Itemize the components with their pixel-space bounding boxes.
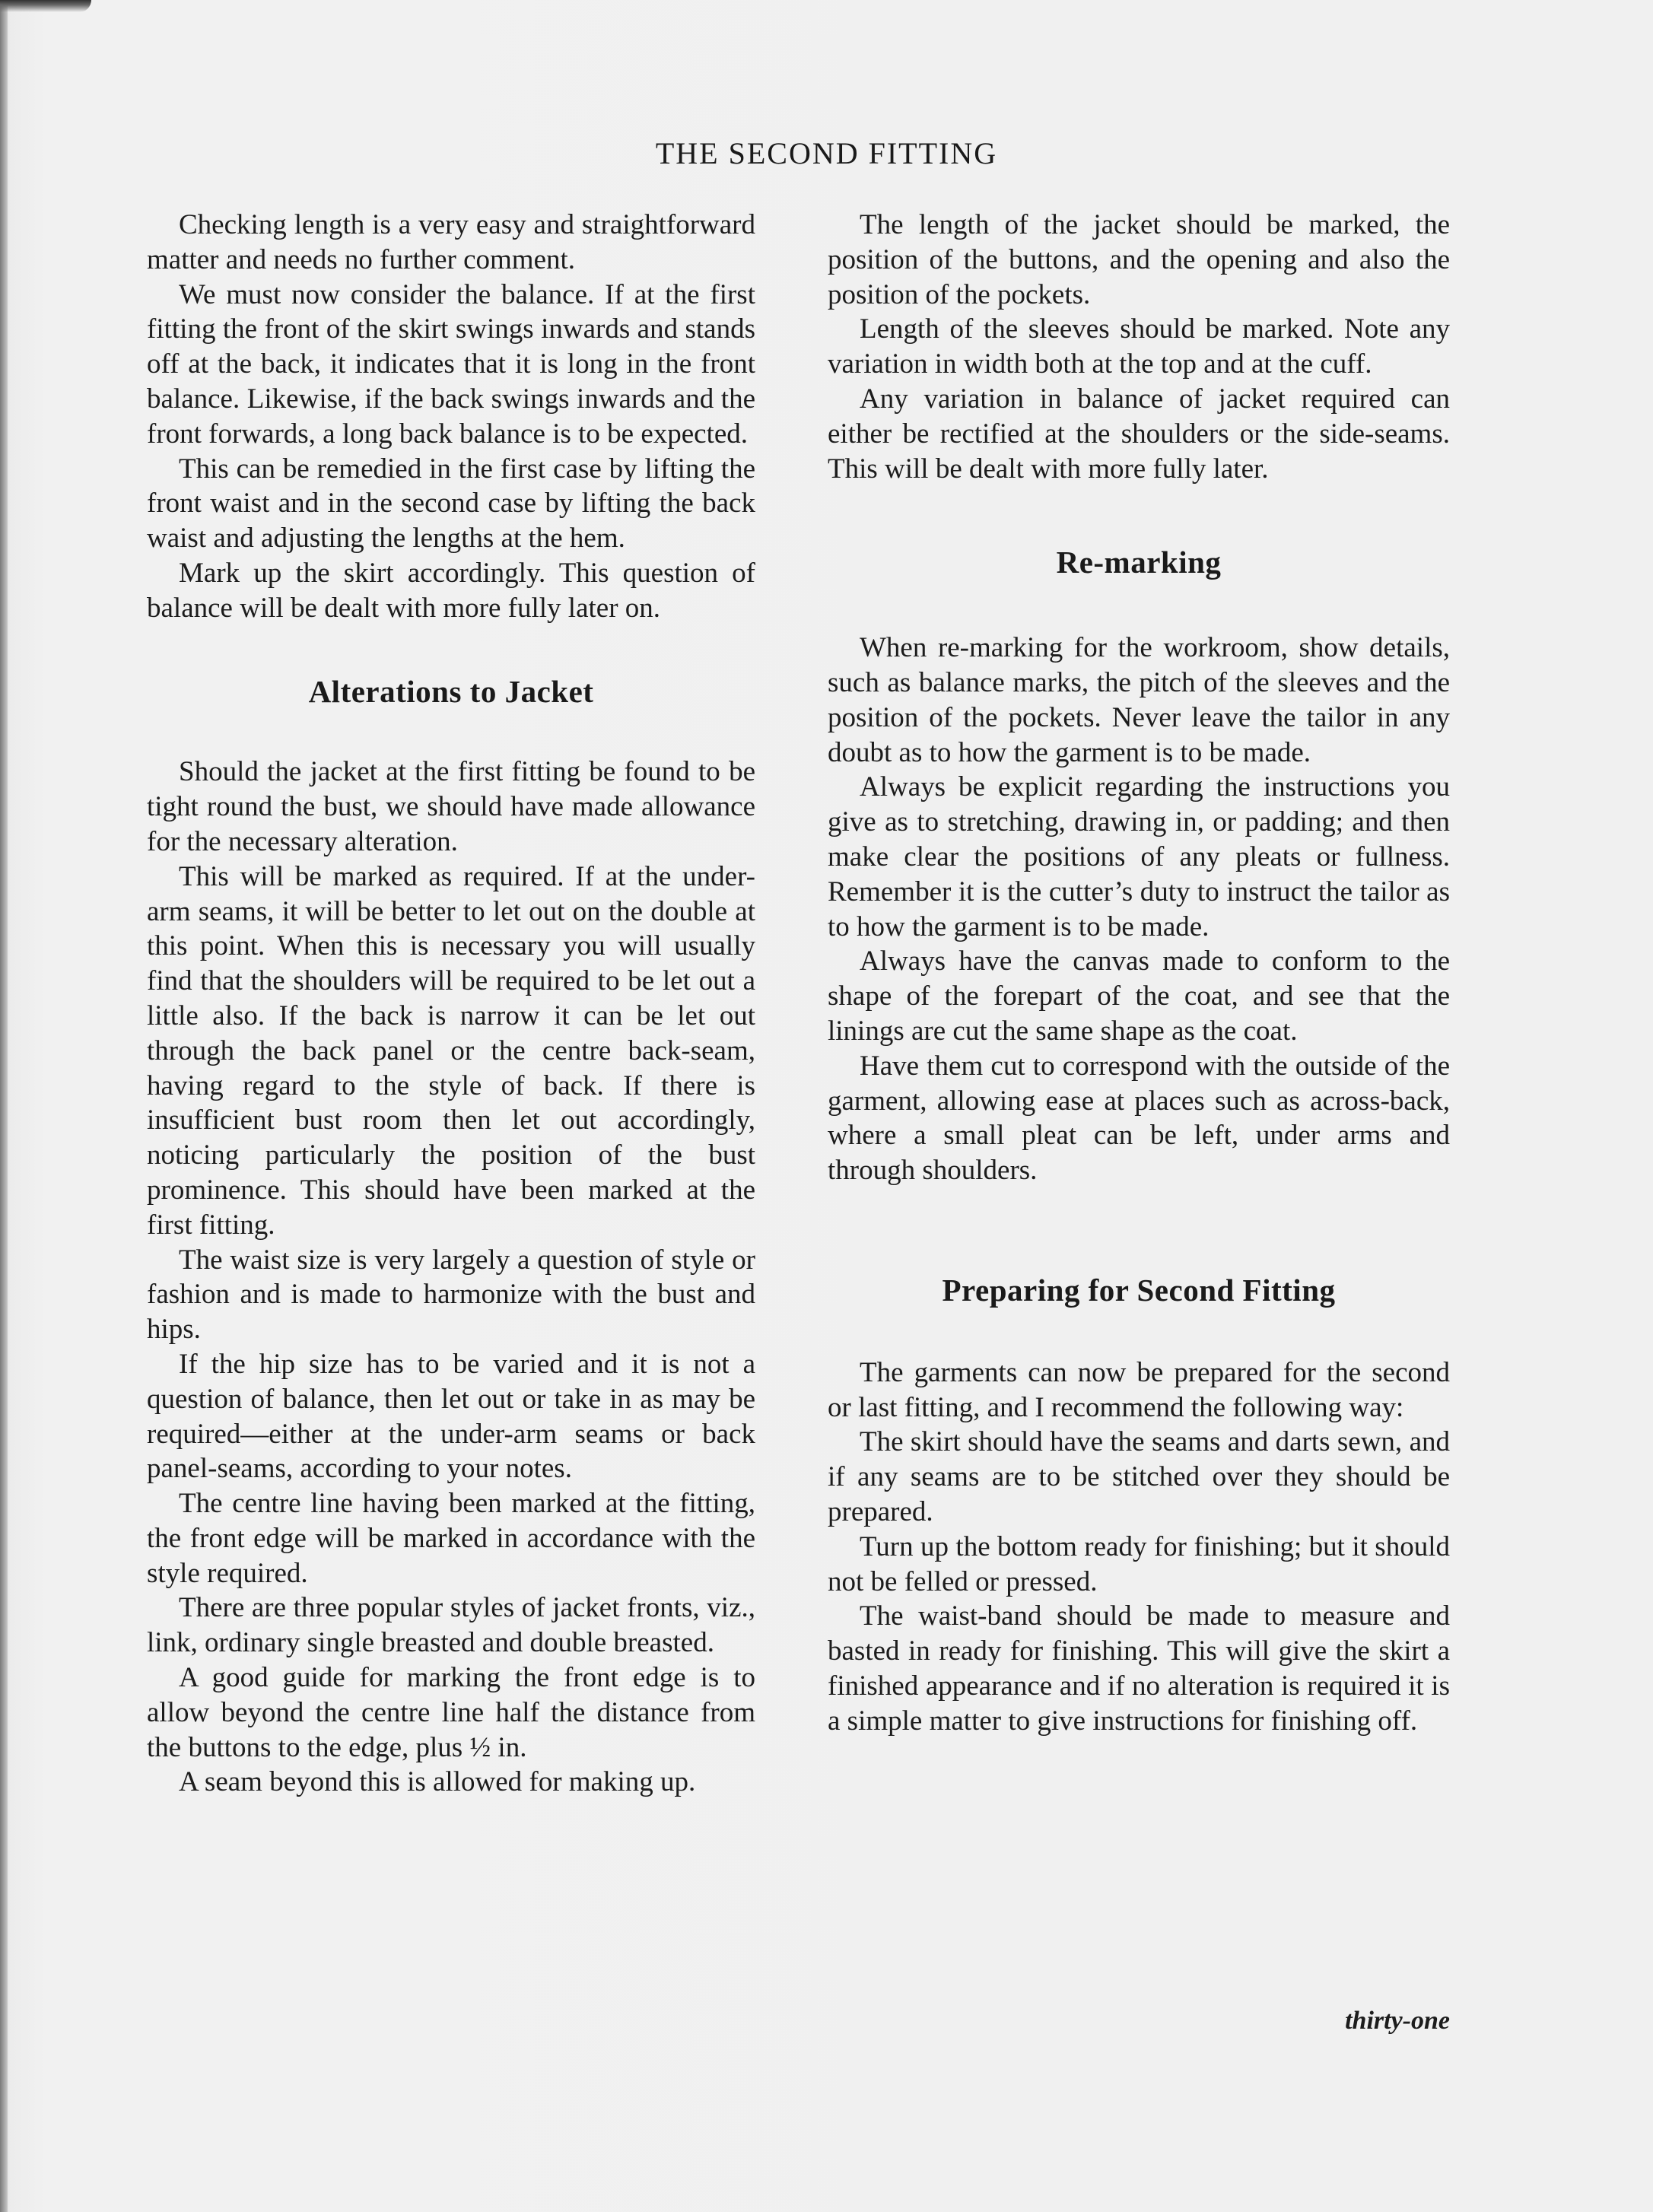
section-heading-preparing: Preparing for Second Fitting	[942, 1272, 1336, 1308]
paragraph: The skirt should have the seams and darts sewn, and if any seams are to be stitched over they should be prepared.	[828, 1426, 1450, 1527]
paragraph: This will be marked as required. If at the under-arm seams, it will be better to let out on the double at this point. When this is necessary you will usually find that the shoulders will be required to be let out a little also. If the back is narrow it can be let out through the back panel or the centre back-seam, having regard to the style of back. If there is insufficient bust room then let out accordingly, noticing particularly the position of the bust prominence. This should have been marked at the first fitting.	[147, 860, 755, 1241]
paragraph: The waist size is very largely a question of style or fashion and is made to harmonize with the bust and hips.	[147, 1244, 755, 1346]
paragraph: Length of the sleeves should be marked. Note any variation in width both at the top and at the cuff.	[828, 313, 1450, 380]
paragraph: Mark up the skirt accordingly. This question of balance will be dealt with more fully later on.	[147, 557, 755, 624]
paragraph: The waist-band should be made to measure and basted in ready for finishing. This will give the skirt a finished appearance and if no alteration is required it is a simple matter to give instructions for finishing off.	[828, 1600, 1450, 1737]
left-column	[147, 208, 755, 1800]
paragraph: Always have the canvas made to conform to the shape of the forepart of the coat, and see that the linings are cut the same shape as the coat.	[828, 946, 1450, 1047]
paragraph: A seam beyond this is allowed for making up.	[179, 1766, 696, 1798]
paragraph: Turn up the bottom ready for finishing; but it should not be felled or pressed.	[828, 1530, 1450, 1597]
paragraph: The centre line having been marked at the fitting, the front edge will be marked in accordance with the style required.	[147, 1488, 755, 1589]
paragraph: There are three popular styles of jacket fronts, viz., link, ordinary single breasted and double breasted.	[147, 1592, 755, 1659]
running-head: THE SECOND FITTING	[655, 136, 998, 170]
paragraph: When re-marking for the workroom, show details, such as balance marks, the pitch of the sleeves and the position of the pockets. Never leave the tailor in any doubt as to how the garment is to be made.	[828, 632, 1450, 768]
section-heading-remarking: Re-marking	[1056, 545, 1222, 580]
paragraph: Checking length is a very easy and straightforward matter and needs no further comment.	[147, 209, 755, 275]
page-number: thirty-one	[1345, 2007, 1450, 2035]
paragraph: We must now consider the balance. If at the first fitting the front of the skirt swings inwards and stands off at the back, it indicates that it is long in the front balance. Likewise, if the back swings inwards and the front forwards, a long back balance is to be expected.	[147, 278, 755, 450]
page-corner-shadow	[0, 0, 91, 12]
paragraph: Have them cut to correspond with the outside of the garment, allowing ease at places such as across-back, where a small pleat can be left, under arms and through shoulders.	[828, 1050, 1450, 1187]
paragraph: The garments can now be prepared for the second or last fitting, and I recommend the following way:	[828, 1356, 1450, 1423]
paragraph: If the hip size has to be varied and it is not a question of balance, then let out or take in as may be required—either at the under-arm seams or back panel-seams, according to your notes.	[147, 1348, 755, 1485]
paragraph: Should the jacket at the first fitting be found to be tight round the bust, we should have made allowance for the necessary alteration.	[147, 756, 755, 857]
page-binding-edge	[0, 0, 8, 2212]
paragraph: A good guide for marking the front edge is to allow beyond the centre line half the distance from the buttons to the edge, plus ½ in.	[147, 1662, 755, 1763]
paragraph: Always be explicit regarding the instructions you give as to stretching, drawing in, or padding; and then make clear the positions of any pleats or fullness. Remember it is the cutter’s duty to instruct the tailor as to how the garment is to be made.	[828, 771, 1450, 942]
right-column	[828, 208, 1450, 1738]
section-heading-alterations: Alterations to Jacket	[308, 673, 594, 709]
paragraph: This can be remedied in the first case by lifting the front waist and in the second case by lifting the back waist and adjusting the lengths at the hem.	[147, 453, 755, 555]
paragraph: Any variation in balance of jacket required can either be rectified at the shoulders or the side-seams. This will be dealt with more fully later.	[828, 383, 1450, 485]
paragraph: The length of the jacket should be marked, the position of the buttons, and the opening and also the position of the pockets.	[828, 209, 1450, 310]
